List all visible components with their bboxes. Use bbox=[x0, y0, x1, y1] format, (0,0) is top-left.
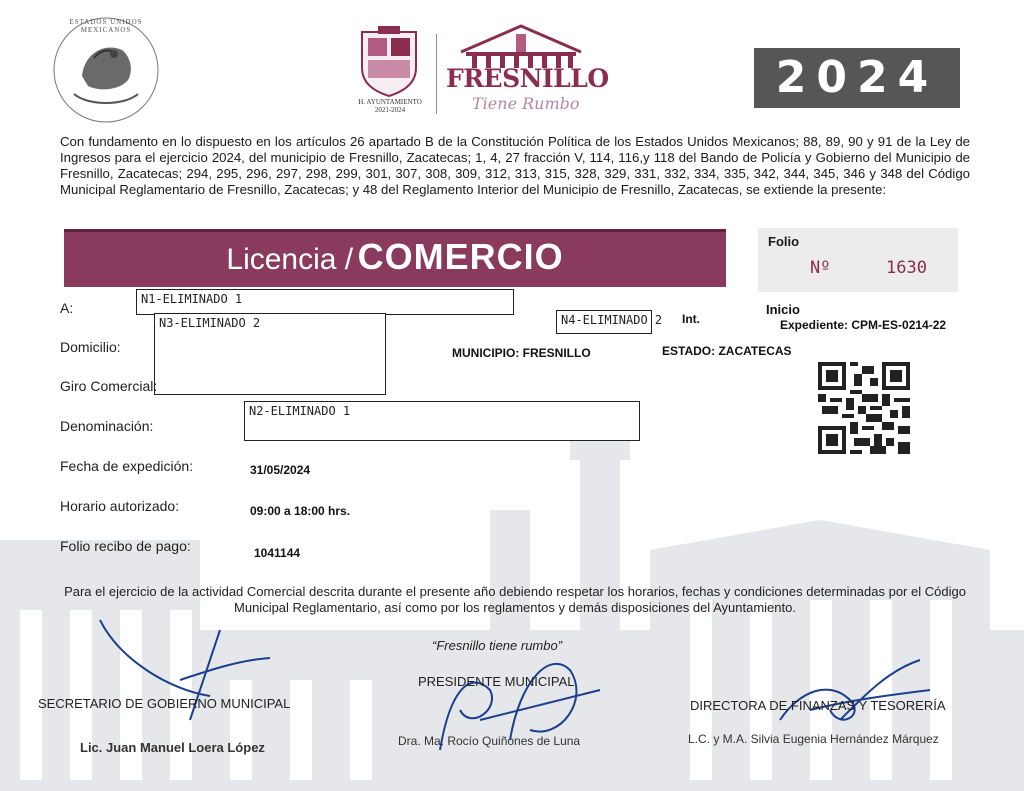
municipality-slogan: Tiene Rumbo bbox=[472, 94, 580, 113]
fecha-value: 31/05/2024 bbox=[250, 463, 311, 477]
recibo-label: Folio recibo de pago: bbox=[60, 538, 191, 554]
municipality-name: FRESNILLO bbox=[446, 64, 609, 93]
giro-label: Giro Comercial: bbox=[60, 378, 158, 394]
holder-redacted: N1-ELIMINADO 1 bbox=[136, 289, 514, 315]
signature-name-treasurer: L.C. y M.A. Silvia Eugenia Hernández Márquez bbox=[688, 732, 939, 746]
address-redacted: N3-ELIMINADO 2 bbox=[154, 313, 386, 395]
signature-title-treasurer: DIRECTORA DE FINANZAS Y TESORERÍA bbox=[690, 698, 946, 713]
signature-name-president: Dra. Ma. Rocío Quiñones de Luna bbox=[398, 734, 581, 748]
motto: “Fresnillo tiene rumbo” bbox=[432, 638, 563, 653]
seal-text: ESTADOS UNIDOS MEXICANOS bbox=[69, 18, 143, 34]
denomination-redacted: N2-ELIMINADO 1 bbox=[244, 401, 640, 441]
municipal-coat-of-arms bbox=[358, 26, 420, 98]
qr-code bbox=[818, 362, 910, 454]
signature-name-secretary: Lic. Juan Manuel Loera López bbox=[80, 740, 265, 755]
horario-value: 09:00 a 18:00 hrs. bbox=[250, 504, 351, 518]
horario-label: Horario autorizado: bbox=[60, 498, 180, 514]
signature-treasurer bbox=[770, 650, 940, 740]
expediente-text: Expediente: CPM-ES-0214-22 bbox=[780, 318, 947, 332]
folio-number-sign: Nº bbox=[810, 258, 831, 278]
signature-title-secretary: SECRETARIO DE GOBIERNO MUNICIPAL bbox=[38, 696, 291, 711]
license-type: COMERCIO bbox=[357, 236, 564, 277]
interior-label: Int. bbox=[682, 312, 700, 326]
folio-label: Folio bbox=[768, 234, 800, 249]
municipio-text: MUNICIPIO: FRESNILLO bbox=[452, 346, 591, 360]
estado-text: ESTADO: ZACATECAS bbox=[662, 344, 792, 358]
license-title bbox=[64, 236, 726, 278]
ayuntamiento-line1: H. AYUNTAMIENTO bbox=[358, 98, 422, 106]
header-divider bbox=[436, 34, 437, 114]
recibo-value: 1041144 bbox=[254, 546, 301, 560]
ayuntamiento-period: 2021-2024 bbox=[374, 106, 406, 114]
year-badge: 2024 bbox=[754, 48, 960, 108]
ayuntamiento-label bbox=[350, 98, 430, 114]
signature-title-president: PRESIDENTE MUNICIPAL bbox=[418, 674, 575, 689]
legal-basis-text: Con fundamento en lo dispuesto en los artículos 26 apartado B de la Constitución Política de los Estados Unidos Mexicanos; 88, 89, 90 y 91 de la Ley de Ingresos para el ejercicio 2024, del municipio de Fresnillo, Zacatecas; 1, 4, 27 fracción V, 114, 116,y 118 del Bando de Policía y Gobierno del Municipio de Fresnillo, Zacatecas; 294, 295, 296, 297, 298, 299, 301, 307, 308, 309, 312, 313, 315, 328, 329, 331, 332, 334, 335, 342, 344, 345, 346 y 348 del Código Municipal Reglamentario de Fresnillo, Zacatecas; y 48 del Reglamento Interior del Municipio de Fresnillo, Zacatecas, se extiende la presente: bbox=[60, 134, 970, 197]
a-label: A: bbox=[60, 300, 74, 316]
inicio-label: Inicio bbox=[766, 302, 800, 317]
interior-number-redacted: N4-ELIMINADO 2 bbox=[556, 310, 652, 334]
folio-number: 1630 bbox=[886, 258, 927, 278]
domicilio-label: Domicilio: bbox=[60, 339, 121, 355]
denominacion-label: Denominación: bbox=[60, 418, 154, 434]
fecha-label: Fecha de expedición: bbox=[60, 458, 194, 474]
license-word: Licencia / bbox=[226, 243, 354, 276]
activity-notice: Para el ejercicio de la actividad Comercial descrita durante el presente año debiendo respetar los horarios, fechas y condiciones determinadas por el Código Municipal Reglamentario, así como por los reglamentos y demás disposiciones del Ayuntamiento. bbox=[64, 584, 966, 615]
